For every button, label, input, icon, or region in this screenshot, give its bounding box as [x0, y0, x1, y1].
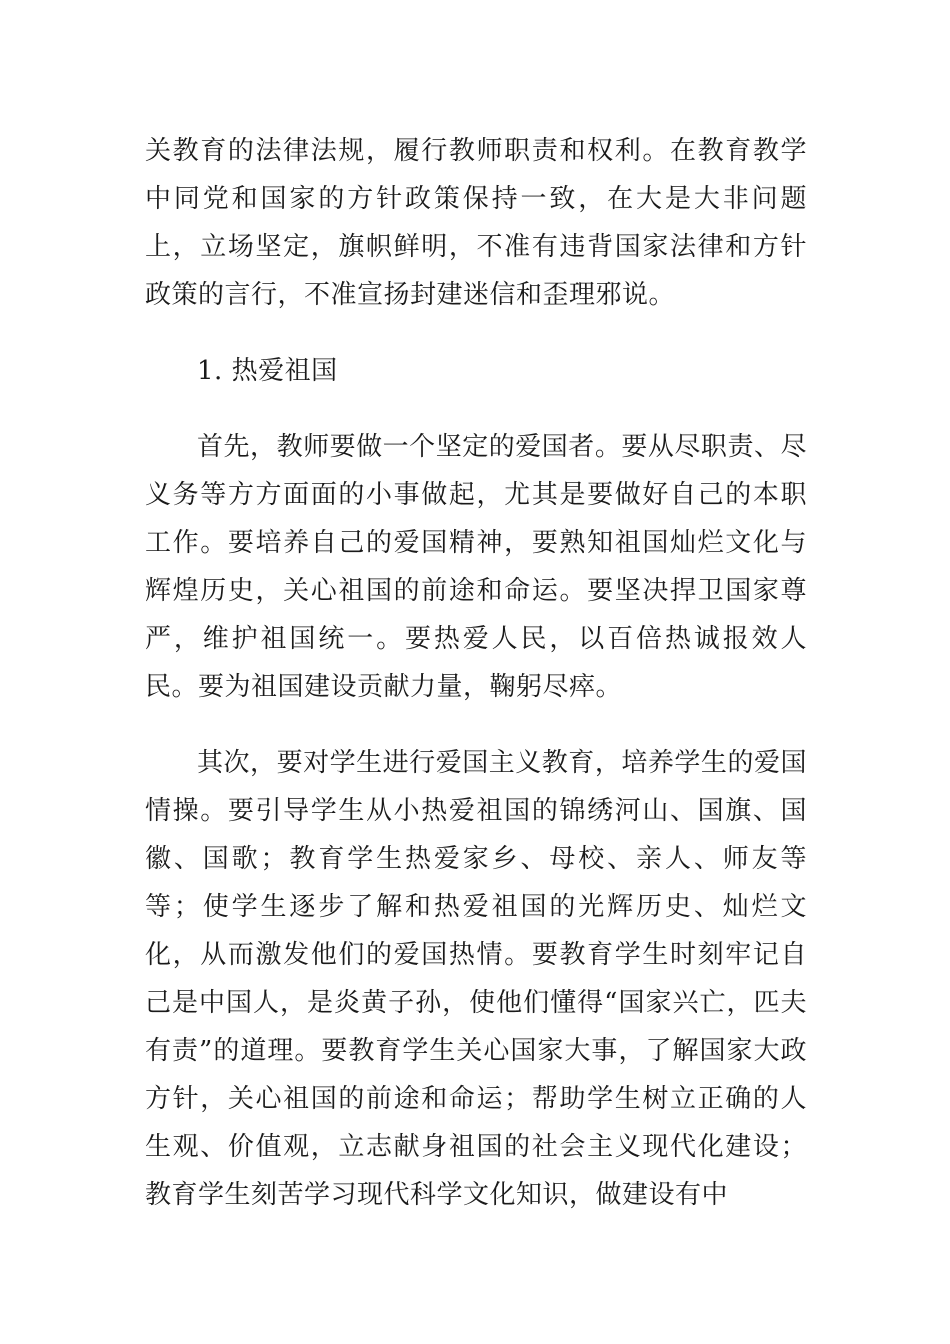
paragraph-teacher-patriot: 首先，教师要做一个坚定的爱国者。要从尽职责、尽义务等方方面面的小事做起，尤其是要做好自己的本职工作。要培养自己的爱国精神，要熟知祖国灿烂文化与辉煌历史，关心祖国的前途和命运。要坚决捍卫国家尊严，维护祖国统一。要热爱人民，以百倍热诚报效人民。要为祖国建设贡献力量，鞠躬尽瘁。: [145, 432, 807, 702]
section-heading-love-motherland: 1. 热爱祖国: [197, 356, 338, 386]
paragraph-continuation: 关教育的法律法规，履行教师职责和权利。在教育教学中同党和国家的方针政策保持一致，在大是大非问题上，立场坚定，旗帜鲜明，不准有违背国家法律和方针政策的言行，不准宣扬封建迷信和歪理邪说。: [145, 136, 807, 310]
paragraph-patriotic-education: 其次，要对学生进行爱国主义教育，培养学生的爱国情操。要引导学生从小热爱祖国的锦绣河山、国旗、国徽、国歌；教育学生热爱家乡、母校、亲人、师友等等；使学生逐步了解和热爱祖国的光辉历史、灿烂文化，从而激发他们的爱国热情。要教育学生时刻牢记自己是中国人，是炎黄子孙，使他们懂得“国家兴亡，匹夫有责”的道理。要教育学生关心国家大事，了解国家大政方针，关心祖国的前途和命运；帮助学生树立正确的人生观、价值观，立志献身祖国的社会主义现代化建设；教育学生刻苦学习现代科学文化知识，做建设有中: [145, 748, 807, 1210]
document-body: [145, 127, 807, 1247]
